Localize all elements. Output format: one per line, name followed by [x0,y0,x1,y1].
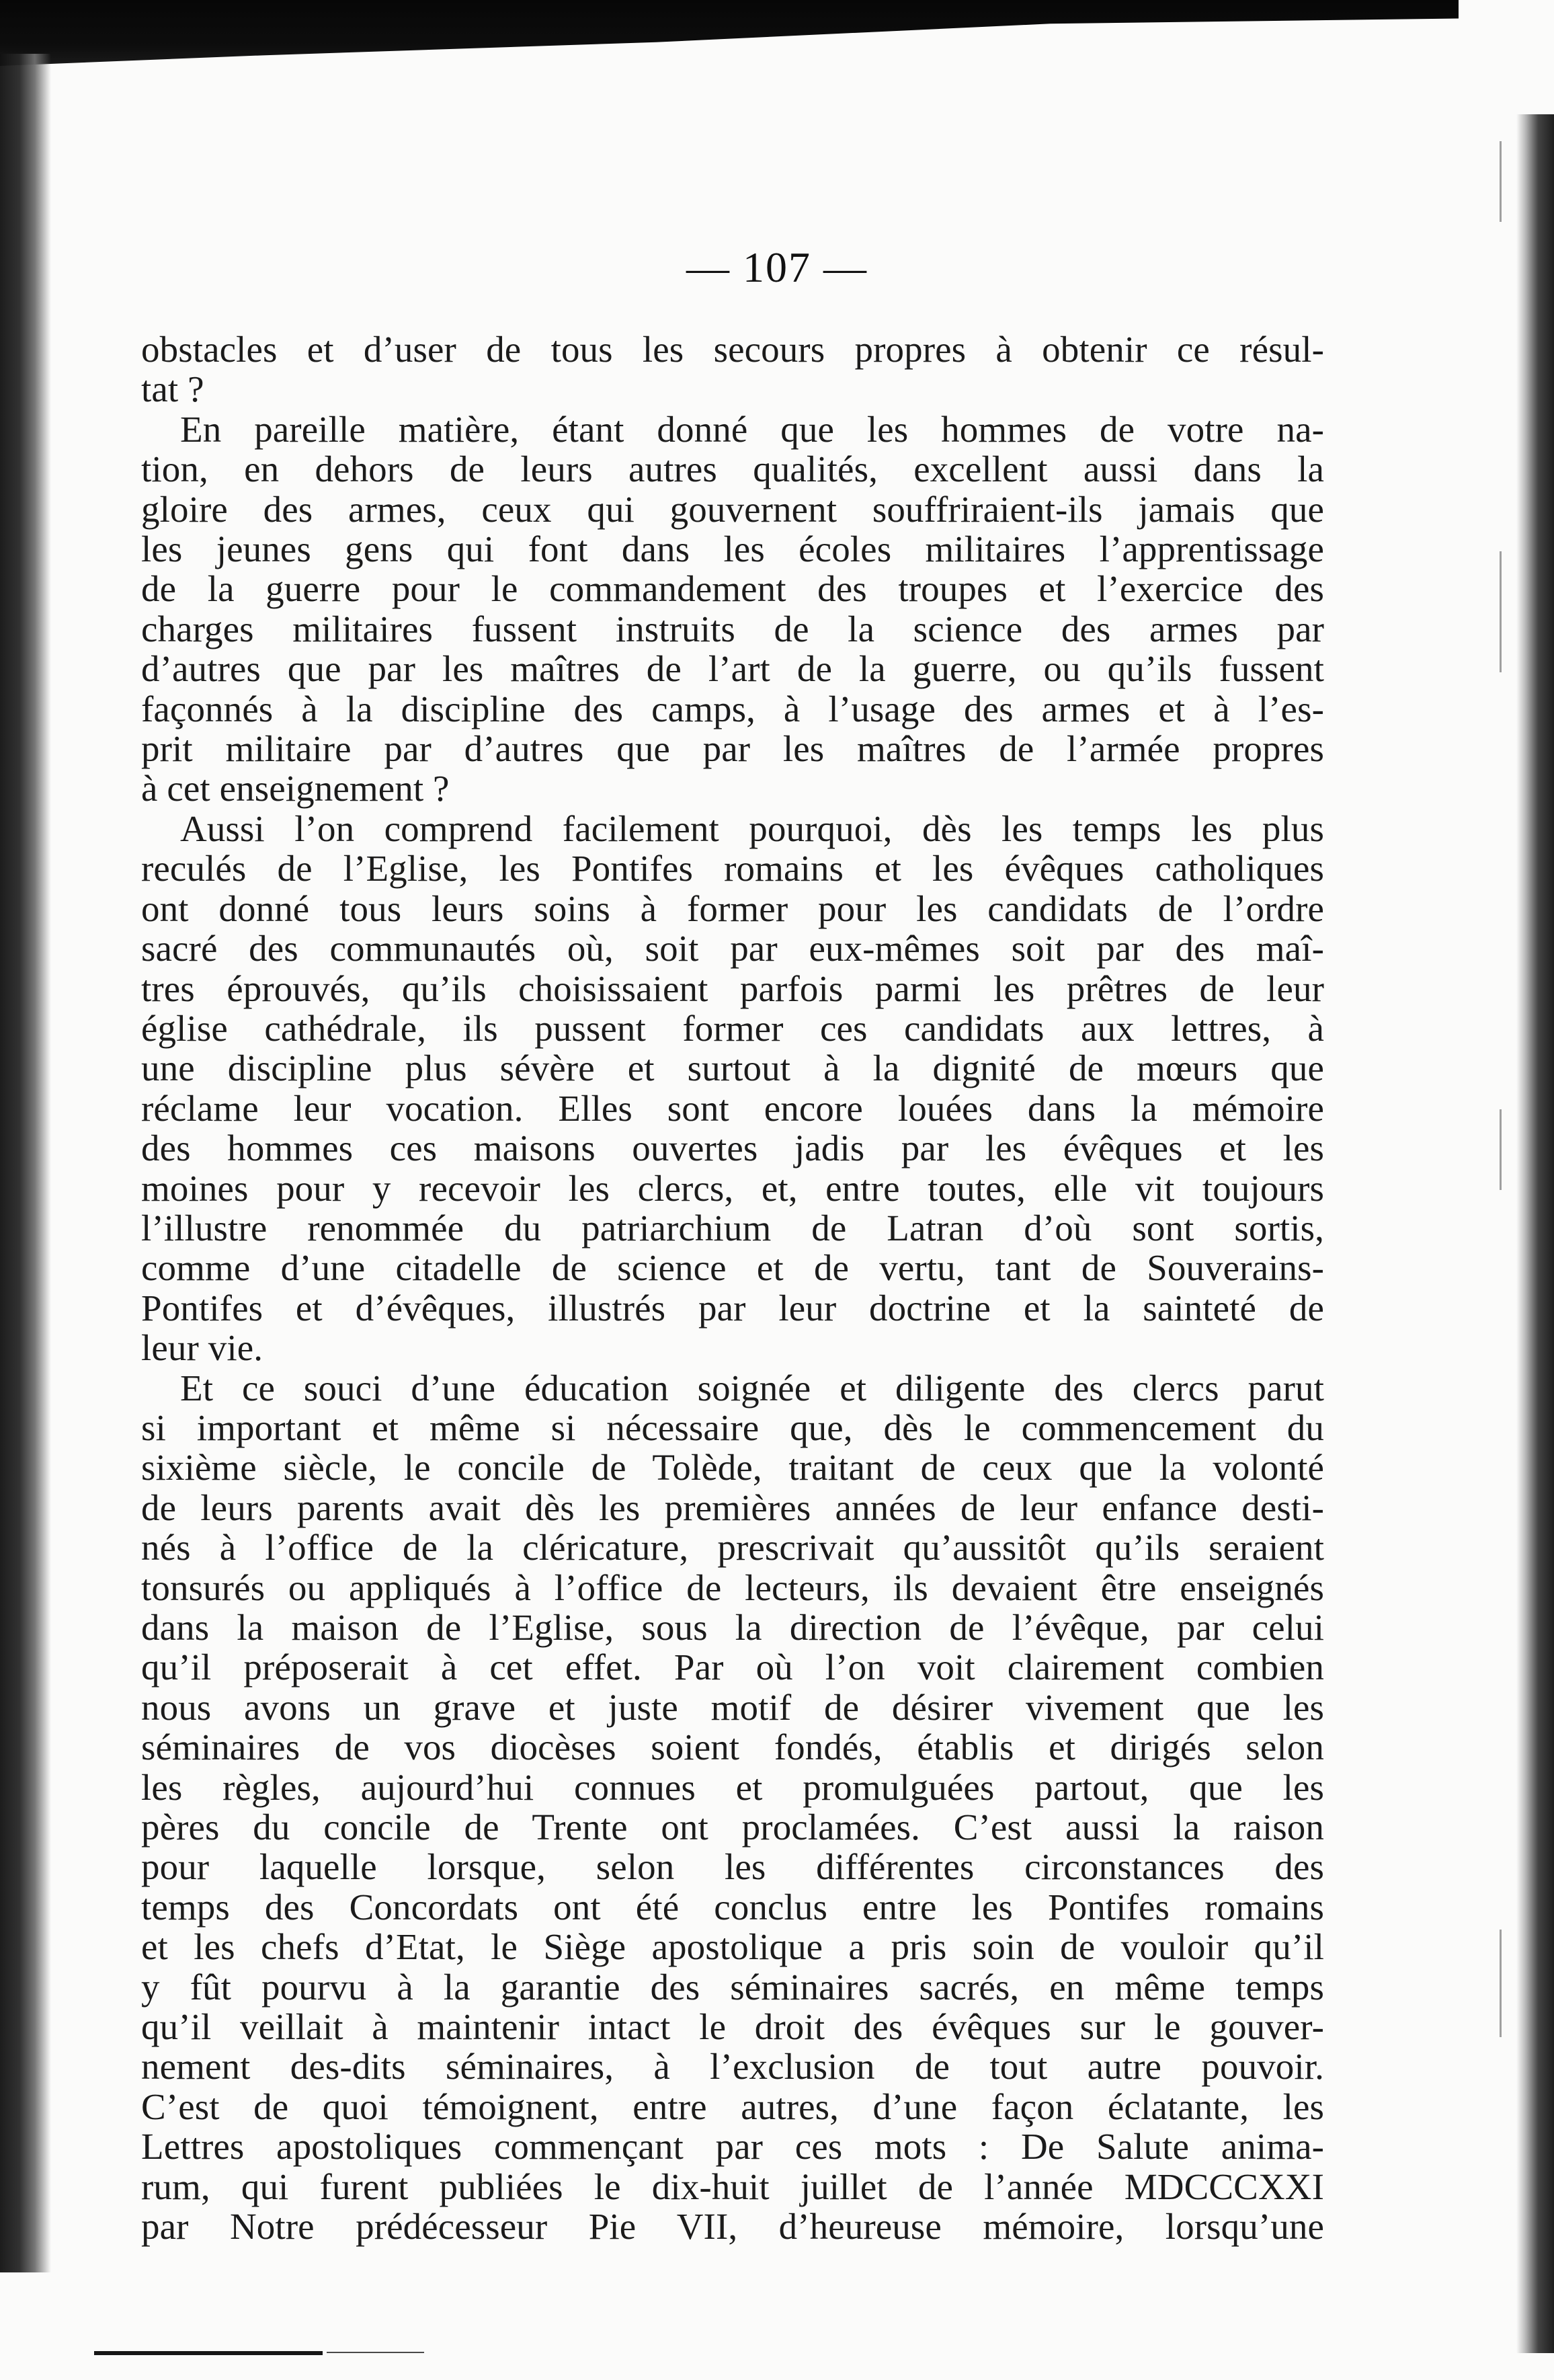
text-line: prit militaire par d’autres que par les maîtres de l’armée propres [141,728,1324,770]
text-line: temps des Concordats ont été conclus entre les Pontifes romains [141,1886,1324,1928]
text-line: de leurs parents avait dès les premières années de leur enfance desti- [141,1486,1324,1528]
text-line: pères du concile de Trente ont proclamées. C’est aussi la raison [141,1807,1324,1848]
scan-left-edge [0,54,51,2272]
text-line: à cet enseignement ? [141,768,450,809]
text-line: sixième siècle, le concile de Tolède, traitant de ceux que la volonté [141,1447,1324,1489]
footer-rule [94,2351,323,2355]
text-line: nés à l’office de la cléricature, prescrivait qu’aussitôt qu’ils seraient [141,1527,1324,1569]
text-line: qu’il veillait à maintenir intact le droit des évêques sur le gouver- [141,2006,1324,2048]
text-line: tat ? [141,368,204,410]
footer-rule-secondary [327,2352,424,2353]
text-line: nous avons un grave et juste motif de désirer vivement que les [141,1686,1324,1728]
scan-top-border [0,0,1459,66]
text-line: reculés de l’Eglise, les Pontifes romains et les évêques catholiques [141,848,1324,889]
text-line: obstacles et d’user de tous les secours propres à obtenir ce résul- [141,329,1324,370]
scan-margin-mark [1500,1930,1502,2037]
text-line: séminaires de vos diocèses soient fondés, établis et dirigés selon [141,1727,1324,1768]
text-line: par Notre prédécesseur Pie VII, d’heureuse mémoire, lorsqu’une [141,2206,1324,2248]
text-line: tres éprouvés, qu’ils choisissaient parfois parmi les prêtres de leur [141,967,1324,1009]
text-line: sacré des communautés où, soit par eux-mêmes soit par des maî- [141,928,1324,969]
text-line: moines pour y recevoir les clercs, et, entre toutes, elle vit toujours [141,1167,1324,1209]
text-line: l’illustre renommée du patriarchium de Latran d’où sont sortis, [141,1207,1324,1248]
text-line: Lettres apostoliques commençant par ces mots : De Salute anima- [141,2126,1324,2168]
text-line: qu’il préposerait à cet effet. Par où l’on voit clairement combien [141,1647,1324,1688]
text-line: si important et même si nécessaire que, dès le commencement du [141,1406,1324,1448]
text-line: Et ce souci d’une éducation soignée et diligente des clercs parut [180,1367,1324,1409]
text-line: nement des-dits séminaires, à l’exclusion de tout autre pouvoir. [141,2046,1324,2088]
text-line: Pontifes et d’évêques, illustrés par leur doctrine et la sainteté de [141,1287,1324,1328]
text-line: En pareille matière, étant donné que les hommes de votre na- [180,408,1324,450]
text-line: dans la maison de l’Eglise, sous la direction de l’évêque, par celui [141,1607,1324,1648]
text-line: pour laquelle lorsque, selon les différentes circonstances des [141,1846,1324,1888]
text-line: des hommes ces maisons ouvertes jadis par les évêques et les [141,1127,1324,1169]
scan-margin-mark [1500,551,1502,672]
text-line: y fût pourvu à la garantie des séminaires sacrés, en même temps [141,1966,1324,2008]
text-line: les règles, aujourd’hui connues et promulguées partout, que les [141,1766,1324,1808]
scan-margin-mark [1500,141,1502,222]
text-line: rum, qui furent publiées le dix-huit juillet de l’année MDCCCXXI [141,2166,1324,2207]
text-line: église cathédrale, ils pussent former ces candidats aux lettres, à [141,1007,1324,1049]
text-line: gloire des armes, ceux qui gouvernent souffriraient-ils jamais que [141,488,1324,530]
text-line: leur vie. [141,1327,263,1369]
text-line: une discipline plus sévère et surtout à la dignité de mœurs que [141,1047,1324,1089]
page-number-header: — 107 — [686,243,868,291]
text-line: comme d’une citadelle de science et de vertu, tant de Souverains- [141,1247,1324,1289]
scan-margin-mark [1500,1109,1502,1190]
text-line: Aussi l’on comprend facilement pourquoi, dès les temps les plus [180,807,1324,849]
text-line: réclame leur vocation. Elles sont encore louées dans la mémoire [141,1087,1324,1129]
text-line: ont donné tous leurs soins à former pour les candidats de l’ordre [141,887,1324,929]
text-line: et les chefs d’Etat, le Siège apostolique a pris soin de vouloir qu’il [141,1926,1324,1968]
text-line: tion, en dehors de leurs autres qualités, excellent aussi dans la [141,448,1324,490]
text-line: charges militaires fussent instruits de la science des armes par [141,608,1324,649]
text-line: les jeunes gens qui font dans les écoles militaires l’apprentissage [141,528,1324,570]
text-line: d’autres que par les maîtres de l’art de la guerre, ou qu’ils fussent [141,648,1324,690]
text-line: façonnés à la discipline des camps, à l’usage des armes et à l’es- [141,688,1324,729]
text-line: de la guerre pour le commandement des troupes et l’exercice des [141,568,1324,610]
page-text [141,329,1324,2247]
text-line: tonsurés ou appliqués à l’office de lecteurs, ils devaient être enseignés [141,1566,1324,1608]
scan-right-edge [1516,114,1554,2353]
text-line: C’est de quoi témoignent, entre autres, d’une façon éclatante, les [141,2086,1324,2127]
